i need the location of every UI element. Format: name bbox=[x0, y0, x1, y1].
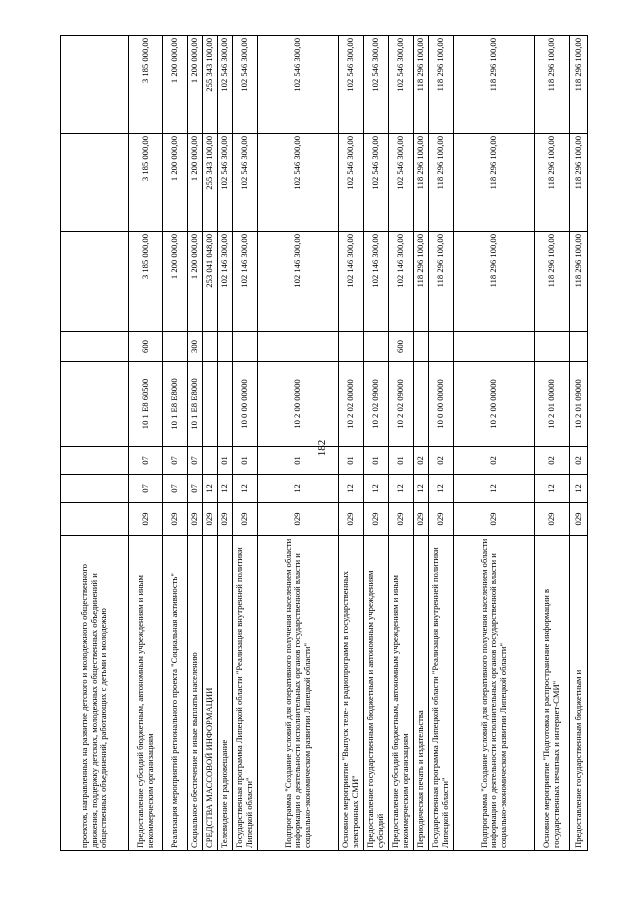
expense-type-cell: 600 bbox=[129, 332, 163, 362]
section-cell: 12 bbox=[454, 475, 535, 503]
expense-type-cell bbox=[61, 332, 129, 362]
amount-year3-cell: 118 296 100,00 bbox=[535, 36, 570, 134]
amount-year2-cell: 1 200 000,00 bbox=[163, 134, 188, 232]
admin-code-cell: 029 bbox=[163, 503, 188, 536]
section-cell: 12 bbox=[414, 475, 429, 503]
expense-type-cell bbox=[535, 332, 570, 362]
section-cell: 07 bbox=[163, 475, 188, 503]
row-name-cell: проектов, направленных на развитие детского и молодежного общественного движения, поддержку детских, молодежных общественных объединений и общественных объединений, работающих с детьми и молодежью bbox=[61, 536, 129, 851]
amount-year2-cell: 102 546 300,00 bbox=[233, 134, 258, 232]
table-row bbox=[188, 36, 203, 851]
section-cell: 12 bbox=[233, 475, 258, 503]
row-name-cell: Основное мероприятие "Выпуск теле- и радиопрограмм в государственных электронных СМИ" bbox=[339, 536, 364, 851]
amount-year1-cell: 118 296 100,00 bbox=[454, 232, 535, 332]
subsection-cell: 01 bbox=[218, 447, 233, 475]
admin-code-cell: 029 bbox=[414, 503, 429, 536]
subsection-cell: 01 bbox=[258, 447, 339, 475]
row-name-cell: Предоставление субсидий бюджетным, автономным учреждениям и иным некоммерческим организациям bbox=[129, 536, 163, 851]
amount-year1-cell bbox=[61, 232, 129, 332]
amount-year3-cell: 3 185 000,00 bbox=[129, 36, 163, 134]
amount-year1-cell: 118 296 100,00 bbox=[414, 232, 429, 332]
amount-year3-cell: 118 296 100,00 bbox=[454, 36, 535, 134]
target-article-cell: 10 2 02 09000 bbox=[389, 362, 414, 447]
amount-year3-cell: 118 296 100,00 bbox=[429, 36, 454, 134]
target-article-cell: 10 2 01 09000 bbox=[570, 362, 588, 447]
row-name-cell: Предоставление субсидий бюджетным, автономным учреждениям и иным некоммерческим организациям bbox=[389, 536, 414, 851]
admin-code-cell: 029 bbox=[364, 503, 389, 536]
expense-type-cell bbox=[414, 332, 429, 362]
subsection-cell: 02 bbox=[454, 447, 535, 475]
subsection-cell: 02 bbox=[414, 447, 429, 475]
amount-year2-cell: 102 546 300,00 bbox=[258, 134, 339, 232]
subsection-cell bbox=[203, 447, 218, 475]
amount-year1-cell: 102 146 300,00 bbox=[339, 232, 364, 332]
table-row bbox=[203, 36, 218, 851]
admin-code-cell: 029 bbox=[129, 503, 163, 536]
target-article-cell: 10 0 00 00000 bbox=[233, 362, 258, 447]
target-article-cell bbox=[414, 362, 429, 447]
admin-code-cell: 029 bbox=[339, 503, 364, 536]
amount-year1-cell: 118 296 100,00 bbox=[535, 232, 570, 332]
section-cell: 12 bbox=[570, 475, 588, 503]
section-cell bbox=[61, 475, 129, 503]
amount-year1-cell: 118 296 100,00 bbox=[570, 232, 588, 332]
admin-code-cell: 029 bbox=[258, 503, 339, 536]
row-name-cell: Периодическая печать и издательства bbox=[414, 536, 429, 851]
section-cell: 07 bbox=[129, 475, 163, 503]
subsection-cell: 02 bbox=[570, 447, 588, 475]
table-row bbox=[454, 36, 535, 851]
table-row bbox=[218, 36, 233, 851]
subsection-cell: 01 bbox=[233, 447, 258, 475]
target-article-cell: 10 2 00 00000 bbox=[454, 362, 535, 447]
target-article-cell: 10 1 E8 E8000 bbox=[188, 362, 203, 447]
amount-year3-cell bbox=[61, 36, 129, 134]
subsection-cell: 07 bbox=[163, 447, 188, 475]
table-row bbox=[389, 36, 414, 851]
section-cell: 12 bbox=[364, 475, 389, 503]
subsection-cell: 01 bbox=[389, 447, 414, 475]
target-article-cell: 10 2 01 00000 bbox=[535, 362, 570, 447]
amount-year1-cell: 102 146 300,00 bbox=[389, 232, 414, 332]
section-cell: 07 bbox=[188, 475, 203, 503]
amount-year3-cell: 102 546 300,00 bbox=[389, 36, 414, 134]
subsection-cell: 02 bbox=[429, 447, 454, 475]
admin-code-cell: 029 bbox=[454, 503, 535, 536]
amount-year2-cell: 102 546 300,00 bbox=[339, 134, 364, 232]
target-article-cell: 10 2 02 00000 bbox=[339, 362, 364, 447]
amount-year1-cell: 1 200 000,00 bbox=[163, 232, 188, 332]
amount-year1-cell: 102 146 300,00 bbox=[258, 232, 339, 332]
expense-type-cell bbox=[258, 332, 339, 362]
subsection-cell: 07 bbox=[188, 447, 203, 475]
table-row bbox=[535, 36, 570, 851]
section-cell: 12 bbox=[535, 475, 570, 503]
table-row bbox=[414, 36, 429, 851]
section-cell: 12 bbox=[258, 475, 339, 503]
table-body bbox=[61, 36, 588, 851]
page-number: 182 bbox=[316, 439, 328, 457]
row-name-cell: Подпрограмма "Создание условий для оперативного получения населением области информации о деятельности исполнительных органов государственной власти и социально-экономическом развитии Липецкой области" bbox=[258, 536, 339, 851]
row-name-cell: Государственная программа Липецкой области "Реализация внутренней политики Липецкой области" bbox=[233, 536, 258, 851]
amount-year3-cell: 102 546 300,00 bbox=[218, 36, 233, 134]
section-cell: 12 bbox=[389, 475, 414, 503]
amount-year2-cell: 118 296 100,00 bbox=[454, 134, 535, 232]
amount-year1-cell: 102 146 300,00 bbox=[233, 232, 258, 332]
amount-year2-cell: 1 200 000,00 bbox=[188, 134, 203, 232]
subsection-cell: 02 bbox=[535, 447, 570, 475]
expense-type-cell bbox=[364, 332, 389, 362]
row-name-cell: Государственная программа Липецкой области "Реализация внутренней политики Липецкой области" bbox=[429, 536, 454, 851]
expense-type-cell bbox=[339, 332, 364, 362]
table-row bbox=[364, 36, 389, 851]
amount-year3-cell: 1 200 000,00 bbox=[188, 36, 203, 134]
target-article-cell: 10 1 E8 E8000 bbox=[163, 362, 188, 447]
amount-year2-cell: 102 546 300,00 bbox=[389, 134, 414, 232]
amount-year2-cell: 102 546 300,00 bbox=[218, 134, 233, 232]
expense-type-cell bbox=[570, 332, 588, 362]
amount-year2-cell: 255 343 100,00 bbox=[203, 134, 218, 232]
rotated-page-content bbox=[60, 36, 587, 851]
expense-type-cell: 600 bbox=[389, 332, 414, 362]
expense-type-cell: 300 bbox=[188, 332, 203, 362]
admin-code-cell: 029 bbox=[535, 503, 570, 536]
expense-type-cell bbox=[429, 332, 454, 362]
admin-code-cell: 029 bbox=[570, 503, 588, 536]
subsection-cell: 01 bbox=[364, 447, 389, 475]
section-cell: 12 bbox=[429, 475, 454, 503]
amount-year2-cell: 3 185 000,00 bbox=[129, 134, 163, 232]
row-name-cell: Основное мероприятие "Подготовка и распространение информации в государственных печатных и интернет-СМИ" bbox=[535, 536, 570, 851]
target-article-cell bbox=[61, 362, 129, 447]
section-cell: 12 bbox=[203, 475, 218, 503]
admin-code-cell bbox=[61, 503, 129, 536]
amount-year2-cell: 118 296 100,00 bbox=[414, 134, 429, 232]
amount-year2-cell bbox=[61, 134, 129, 232]
amount-year3-cell: 102 546 300,00 bbox=[233, 36, 258, 134]
amount-year2-cell: 118 296 100,00 bbox=[570, 134, 588, 232]
row-name-cell: Предоставление государственным бюджетным и bbox=[570, 536, 588, 851]
target-article-cell: 10 2 02 09000 bbox=[364, 362, 389, 447]
admin-code-cell: 029 bbox=[389, 503, 414, 536]
expense-type-cell bbox=[163, 332, 188, 362]
row-name-cell: Телевидение и радиовещание bbox=[218, 536, 233, 851]
table-row bbox=[233, 36, 258, 851]
table-row bbox=[61, 36, 129, 851]
target-article-cell: 10 1 E8 60500 bbox=[129, 362, 163, 447]
subsection-cell bbox=[61, 447, 129, 475]
amount-year1-cell: 102 146 300,00 bbox=[218, 232, 233, 332]
admin-code-cell: 029 bbox=[203, 503, 218, 536]
admin-code-cell: 029 bbox=[429, 503, 454, 536]
row-name-cell: Предоставление государственным бюджетным и автономным учреждениям субсидий bbox=[364, 536, 389, 851]
row-name-cell: Подпрограмма "Создание условий для оперативного получения населением области информации о деятельности исполнительных органов государственной власти и социально-экономическом развитии Липецкой области" bbox=[454, 536, 535, 851]
amount-year3-cell: 255 343 100,00 bbox=[203, 36, 218, 134]
amount-year1-cell: 118 296 100,00 bbox=[429, 232, 454, 332]
amount-year1-cell: 253 041 048,00 bbox=[203, 232, 218, 332]
section-cell: 12 bbox=[218, 475, 233, 503]
table-row bbox=[258, 36, 339, 851]
target-article-cell: 10 2 00 00000 bbox=[258, 362, 339, 447]
expense-type-cell bbox=[454, 332, 535, 362]
admin-code-cell: 029 bbox=[233, 503, 258, 536]
amount-year3-cell: 102 546 300,00 bbox=[364, 36, 389, 134]
admin-code-cell: 029 bbox=[188, 503, 203, 536]
row-name-cell: Реализация мероприятий регионального проекта "Социальная активность" bbox=[163, 536, 188, 851]
table-row bbox=[129, 36, 163, 851]
row-name-cell: СРЕДСТВА МАССОВОЙ ИНФОРМАЦИИ bbox=[203, 536, 218, 851]
amount-year2-cell: 118 296 100,00 bbox=[535, 134, 570, 232]
target-article-cell: 10 0 00 00000 bbox=[429, 362, 454, 447]
table-row bbox=[163, 36, 188, 851]
subsection-cell: 01 bbox=[339, 447, 364, 475]
expense-type-cell bbox=[218, 332, 233, 362]
row-name-cell: Социальное обеспечение и иные выплаты населению bbox=[188, 536, 203, 851]
target-article-cell bbox=[218, 362, 233, 447]
table-row bbox=[570, 36, 588, 851]
amount-year1-cell: 1 200 000,00 bbox=[188, 232, 203, 332]
table-row bbox=[429, 36, 454, 851]
amount-year3-cell: 118 296 100,00 bbox=[570, 36, 588, 134]
amount-year3-cell: 102 546 300,00 bbox=[339, 36, 364, 134]
amount-year3-cell: 102 546 300,00 bbox=[258, 36, 339, 134]
expense-type-cell bbox=[233, 332, 258, 362]
table-row bbox=[339, 36, 364, 851]
amount-year2-cell: 102 546 300,00 bbox=[364, 134, 389, 232]
amount-year3-cell: 1 200 000,00 bbox=[163, 36, 188, 134]
section-cell: 12 bbox=[339, 475, 364, 503]
amount-year2-cell: 118 296 100,00 bbox=[429, 134, 454, 232]
amount-year1-cell: 102 146 300,00 bbox=[364, 232, 389, 332]
expense-type-cell bbox=[203, 332, 218, 362]
target-article-cell bbox=[203, 362, 218, 447]
amount-year1-cell: 3 185 000,00 bbox=[129, 232, 163, 332]
amount-year3-cell: 118 296 100,00 bbox=[414, 36, 429, 134]
admin-code-cell: 029 bbox=[218, 503, 233, 536]
budget-table bbox=[60, 35, 588, 851]
subsection-cell: 07 bbox=[129, 447, 163, 475]
